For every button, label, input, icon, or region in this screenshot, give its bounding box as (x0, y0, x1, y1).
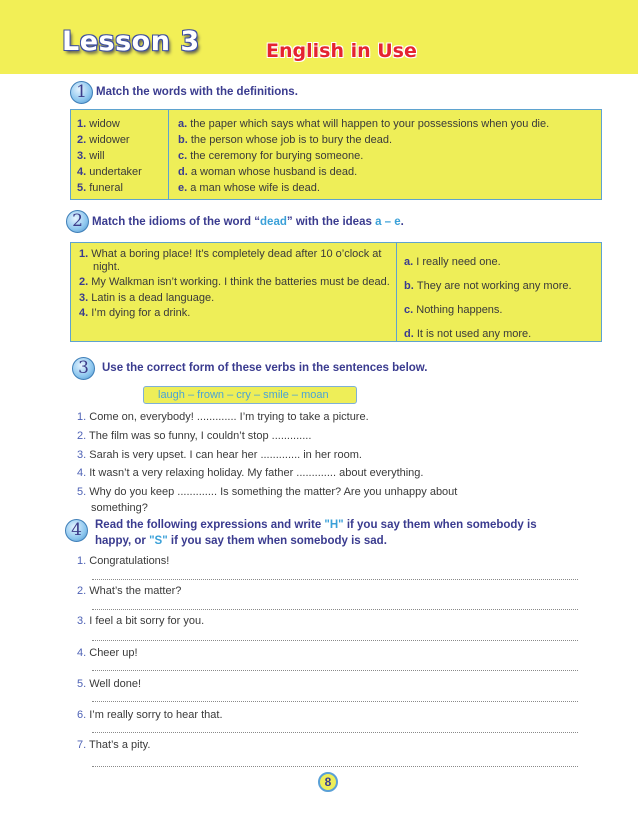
word-item: 5. funeral (77, 182, 123, 194)
lesson-title: Lesson 3 (62, 26, 200, 57)
expression-item: 6. I’m really sorry to hear that. (77, 709, 223, 721)
idiom-item: 3. Latin is a dead language. (79, 292, 215, 304)
definition-item: b. the person whose job is to bury the dead. (178, 134, 393, 146)
lesson-subtitle: English in Use (266, 40, 417, 62)
answer-line[interactable] (92, 766, 578, 767)
definition-item: a. the paper which says what will happen to your possessions when you die. (178, 118, 550, 130)
answer-line[interactable] (92, 640, 578, 641)
answer-line[interactable] (92, 579, 578, 580)
sentence-continuation: something? (91, 502, 148, 514)
expression-item: 3. I feel a bit sorry for you. (77, 615, 205, 627)
answer-line[interactable] (92, 609, 578, 610)
words-column (77, 116, 142, 199)
ideas-column (404, 250, 572, 341)
idea-item: c. Nothing happens. (404, 304, 503, 316)
definitions-column (178, 116, 549, 199)
sentence-item: 1. Come on, everybody! ............. I’m trying to take a picture. (77, 411, 369, 423)
section-4-title: Read the following expressions and write "H" if you say them when somebody is happy, or "S" if you say them when somebody is sad. (95, 519, 537, 547)
word-item: 3. will (77, 150, 105, 162)
column-divider (396, 243, 397, 341)
page-header (0, 0, 638, 74)
section-1-title: Match the words with the definitions. (96, 86, 298, 98)
definition-item: d. a woman whose husband is dead. (178, 166, 358, 178)
idea-item: d. It is not used any more. (404, 328, 532, 340)
section-3-title: Use the correct form of these verbs in the sentences below. (102, 362, 428, 374)
column-divider (168, 110, 169, 199)
word-item: 4. undertaker (77, 166, 142, 178)
idiom-item: 1. What a boring place! It’s completely dead after 10 o’clock at night. (79, 248, 382, 273)
verb-bank: laugh – frown – cry – smile – moan (143, 386, 357, 404)
section-2-number-icon: 2 (66, 210, 89, 233)
word-item: 2. widower (77, 134, 130, 146)
sentence-item: 3. Sarah is very upset. I can hear her ............. in her room. (77, 449, 362, 461)
definition-item: e. a man whose wife is dead. (178, 182, 320, 194)
idioms-column (79, 248, 395, 341)
answer-line[interactable] (92, 670, 578, 671)
expression-item: 4. Cheer up! (77, 647, 138, 659)
answer-line[interactable] (92, 701, 578, 702)
word-item: 1. widow (77, 118, 120, 130)
expression-item: 5. Well done! (77, 678, 142, 690)
expression-item: 1. Congratulations! (77, 555, 170, 567)
section-1-match-box (70, 109, 602, 200)
expression-item: 2. What’s the matter? (77, 585, 182, 597)
sentence-item: 2. The film was so funny, I couldn’t stop ............. (77, 430, 312, 442)
sentence-item: 4. It wasn’t a very relaxing holiday. My father ............. about everything. (77, 467, 424, 479)
idiom-item: 2. My Walkman isn’t working. I think the batteries must be dead. (79, 276, 390, 288)
sentence-item: 5. Why do you keep ............. Is something the matter? Are you unhappy about (77, 486, 458, 498)
expression-item: 7. That’s a pity. (77, 739, 151, 751)
page-number: 8 (318, 772, 338, 792)
idea-item: b. They are not working any more. (404, 280, 572, 292)
idiom-item: 4. I’m dying for a drink. (79, 307, 191, 319)
section-3-number-icon: 3 (72, 357, 95, 380)
definition-item: c. the ceremony for burying someone. (178, 150, 364, 162)
section-2-title: Match the idioms of the word “dead” with the ideas a – e. (92, 216, 404, 228)
section-1-number-icon: 1 (70, 81, 93, 104)
answer-line[interactable] (92, 732, 578, 733)
idea-item: a. I really need one. (404, 256, 501, 268)
section-4-number-icon: 4 (65, 519, 88, 542)
section-2-match-box (70, 242, 602, 342)
